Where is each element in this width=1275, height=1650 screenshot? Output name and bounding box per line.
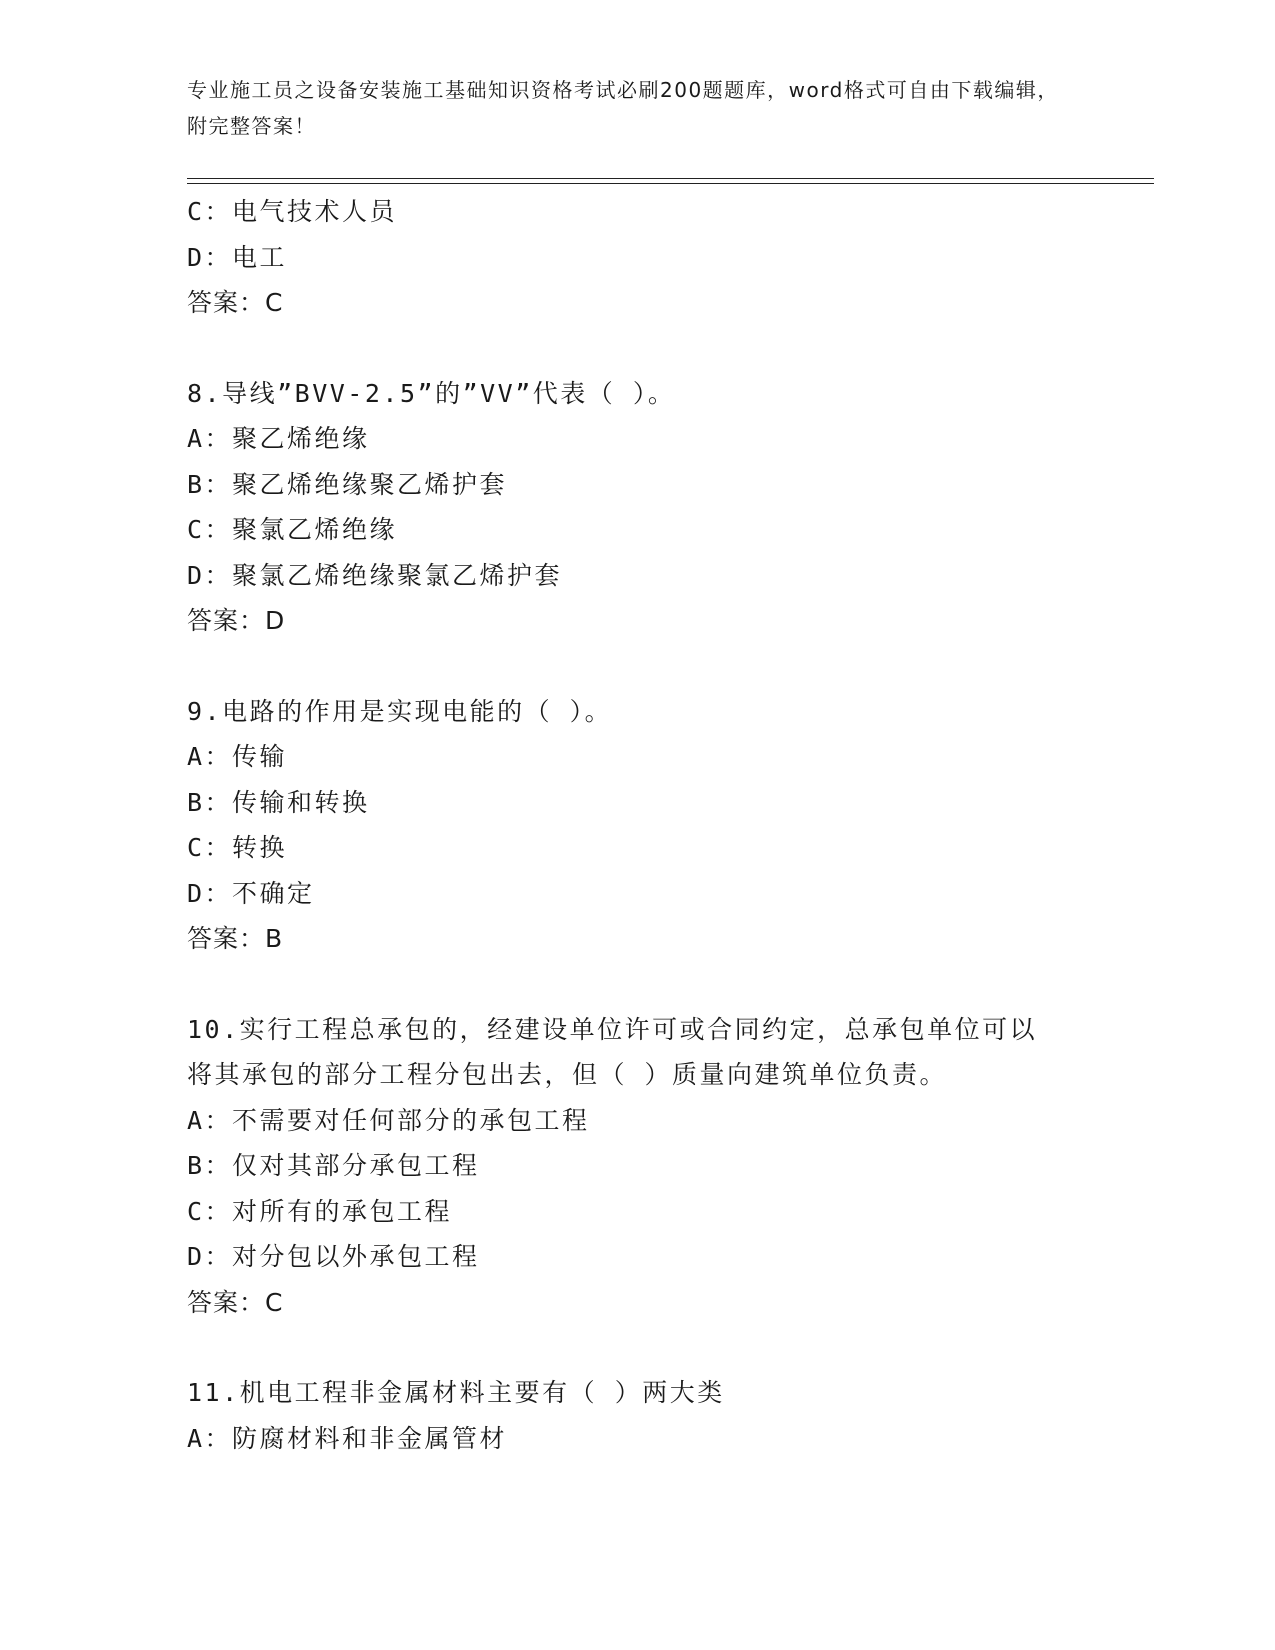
answer-text: 答案：D: [187, 606, 286, 635]
option-a: A：传输: [187, 742, 288, 771]
option-d: D：对分包以外承包工程: [187, 1242, 480, 1271]
option-d: D：不确定: [187, 878, 315, 908]
option-a: A：不需要对任何部分的承包工程: [187, 1105, 590, 1135]
answer-text: 答案：C: [187, 1287, 284, 1317]
answer-text: 答案：C: [187, 288, 284, 317]
option-a: A：聚乙烯绝缘: [187, 424, 370, 453]
option-d: D：电工: [187, 242, 288, 272]
header-divider-top: [187, 178, 1154, 179]
option-c: C：电气技术人员: [187, 197, 398, 226]
prev-question-block: [187, 189, 1087, 326]
option-c: C：转换: [187, 833, 288, 862]
question-10: [187, 1007, 1087, 1326]
option-b: B：仅对其部分承包工程: [187, 1151, 480, 1180]
question-text: 11.机电工程非金属材料主要有（ ）两大类: [187, 1378, 725, 1407]
header-divider-bottom: [187, 183, 1154, 184]
spacer: [187, 644, 1087, 689]
question-text-line-1: 10.实行工程总承包的，经建设单位许可或合同约定，总承包单位可以: [187, 1014, 1038, 1044]
question-list: [187, 189, 1087, 1461]
option-b: B：聚乙烯绝缘聚乙烯护套: [187, 469, 508, 499]
question-11: [187, 1370, 1087, 1461]
spacer: [187, 1325, 1087, 1370]
question-9: [187, 689, 1087, 962]
spacer: [187, 326, 1087, 371]
question-text: 8.导线”BVV-2.5”的”VV”代表（ ）。: [187, 378, 676, 408]
question-text-line-2: 将其承包的部分工程分包出去，但（ ）质量向建筑单位负责。: [187, 1060, 948, 1089]
option-c: C：对所有的承包工程: [187, 1196, 453, 1226]
option-b: B：传输和转换: [187, 787, 370, 817]
option-a: A：防腐材料和非金属管材: [187, 1423, 508, 1453]
option-d: D：聚氯乙烯绝缘聚氯乙烯护套: [187, 560, 563, 590]
spacer: [187, 962, 1087, 1007]
question-text: 9.电路的作用是实现电能的（ ）。: [187, 696, 613, 726]
answer-text: 答案：B: [187, 924, 284, 953]
header-title: 专业施工员之设备安装施工基础知识资格考试必刷200题题库，word格式可自由下载编辑，附完整答案！: [187, 78, 1059, 138]
question-8: [187, 371, 1087, 644]
document-header: [187, 72, 1067, 144]
option-c: C：聚氯乙烯绝缘: [187, 515, 398, 544]
